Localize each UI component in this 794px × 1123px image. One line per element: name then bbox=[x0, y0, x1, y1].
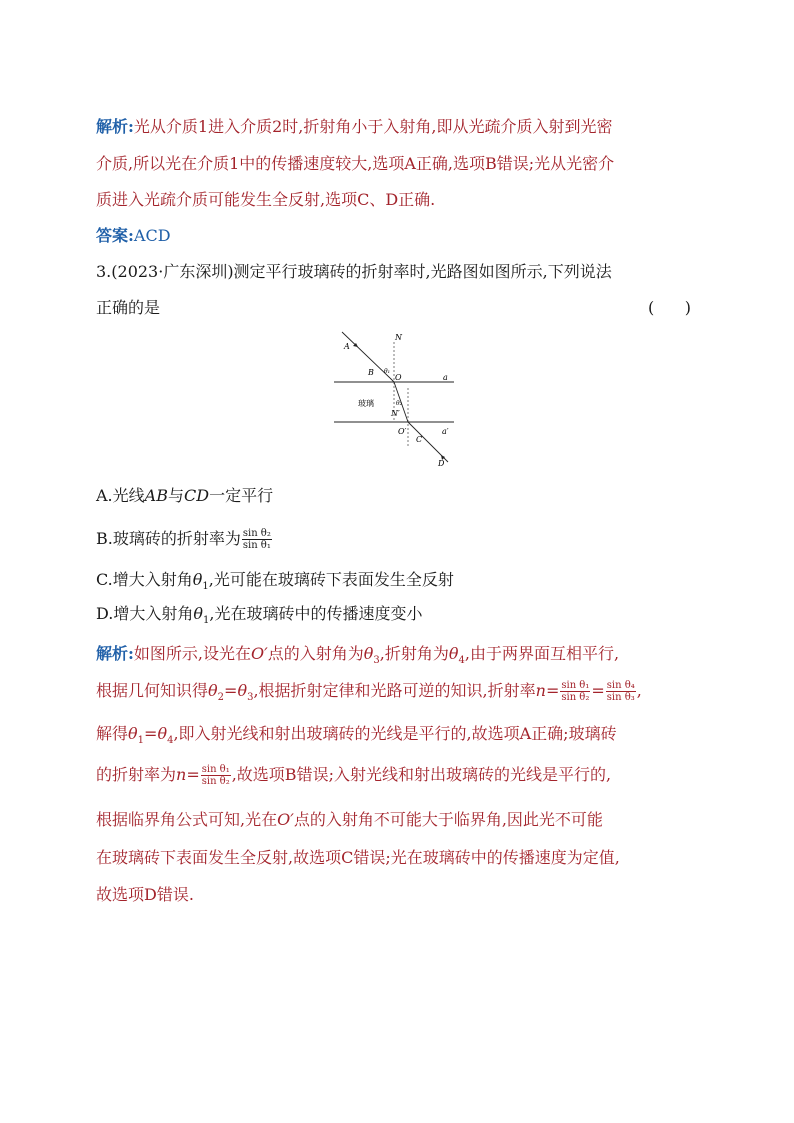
solution-line-4 bbox=[96, 764, 611, 787]
label-O: O bbox=[395, 373, 402, 382]
solution-line-3 bbox=[96, 724, 617, 751]
option-C-post: ,光可能在玻璃砖下表面发生全反射 bbox=[208, 570, 454, 589]
label-D: D bbox=[438, 459, 445, 468]
option-C-sub: 1 bbox=[202, 581, 209, 593]
incident-ray bbox=[342, 332, 390, 378]
solution-l1-t1: 如图所示,设光在 bbox=[133, 644, 252, 663]
solution-l3-e2: θ bbox=[157, 724, 168, 743]
solution-l1-t2: 点的入射角为 bbox=[267, 644, 364, 663]
solution-l2-end: , bbox=[636, 681, 642, 700]
solution-l2-f2-den: sin θ₃ bbox=[606, 692, 635, 703]
label-O-prime: O′ bbox=[398, 427, 407, 436]
solution-line-6: 在玻璃砖下表面发生全反射,故选项C错误;光在玻璃砖中的传播速度为定值, bbox=[96, 848, 620, 867]
question-line-1: 3.(2023·广东深圳)测定平行玻璃砖的折射率时,光路图如图所示,下列说法 bbox=[96, 262, 612, 281]
label-theta2: θ₂ bbox=[396, 400, 403, 407]
solution-l2-e1: θ bbox=[208, 681, 218, 700]
solution-line-7: 故选项D错误. bbox=[96, 885, 194, 904]
solution-l2-fraction-2 bbox=[606, 680, 636, 703]
solution-l2-e2s: 3 bbox=[247, 692, 254, 704]
solution-line-5 bbox=[96, 810, 603, 830]
option-A-post: 一定平行 bbox=[209, 486, 274, 505]
option-B bbox=[96, 528, 273, 551]
prev-answer bbox=[96, 226, 171, 246]
solution-l4-eq: = bbox=[186, 765, 200, 784]
solution-l2-eq3: = bbox=[591, 681, 605, 700]
solution-l3-e1s: 1 bbox=[137, 735, 145, 747]
label-a: a bbox=[443, 373, 448, 382]
solution-label: 解析: bbox=[96, 644, 134, 663]
solution-l4-t2: ,故选项B错误;入射光线和射出玻璃砖的光线是平行的, bbox=[231, 765, 612, 784]
solution-l1-s3: 4 bbox=[458, 655, 465, 667]
solution-l1-v3: θ bbox=[448, 644, 459, 663]
solution-l2-e2: θ bbox=[237, 681, 248, 700]
light-path-diagram bbox=[328, 326, 462, 470]
option-D-sub: 1 bbox=[203, 615, 210, 627]
prev-answer-value: ACD bbox=[133, 226, 171, 245]
label-a-prime: a′ bbox=[442, 427, 449, 436]
solution-l1-t3: ,折射角为 bbox=[379, 644, 449, 663]
option-A-mid: 与 bbox=[167, 486, 184, 505]
solution-l3-t2: ,即入射光线和射出玻璃砖的光线是平行的,故选项A正确;玻璃砖 bbox=[173, 724, 617, 743]
label-C: C bbox=[416, 435, 423, 444]
label-B: B bbox=[368, 368, 374, 377]
solution-l3-eq: = bbox=[144, 724, 158, 743]
prev-solution-line-1 bbox=[96, 117, 612, 137]
solution-l2-t1: 根据几何知识得 bbox=[96, 681, 209, 700]
option-A-var2: CD bbox=[183, 486, 210, 505]
solution-l2-eq: = bbox=[224, 681, 238, 700]
solution-l2-fraction-1 bbox=[560, 680, 590, 703]
solution-l1-v1: O′ bbox=[251, 644, 268, 663]
solution-l5-t1: 根据临界角公式可知,光在 bbox=[96, 810, 278, 829]
solution-line-2 bbox=[96, 680, 642, 708]
option-A bbox=[96, 486, 273, 506]
option-B-fraction bbox=[242, 528, 272, 551]
option-B-pre: B.玻璃砖的折射率为 bbox=[96, 529, 241, 548]
solution-l2-t2: ,根据折射定律和光路可逆的知识,折射率 bbox=[253, 681, 536, 700]
solution-l5-t2: 点的入射角不可能大于临界角,因此光不可能 bbox=[293, 810, 603, 829]
option-C-pre: C.增大入射角 bbox=[96, 570, 193, 589]
ray-join bbox=[390, 378, 394, 382]
answer-bracket: ( ) bbox=[648, 298, 691, 317]
option-D-pre: D.增大入射角 bbox=[96, 604, 194, 623]
solution-l2-n: n bbox=[535, 681, 546, 700]
solution-line-1 bbox=[96, 644, 619, 671]
label-N-prime: N′ bbox=[391, 409, 400, 418]
option-C-var: θ bbox=[192, 570, 203, 589]
prev-solution-text-1: 光从介质1进入介质2时,折射角小于入射角,即从光疏介质入射到光密 bbox=[133, 117, 613, 136]
option-A-var1: AB bbox=[144, 486, 168, 505]
prev-solution-line-3: 质进入光疏介质可能发生全反射,选项C、D正确. bbox=[96, 190, 436, 209]
solution-l2-f1-den: sin θ₂ bbox=[561, 692, 590, 703]
option-D-post: ,光在玻璃砖中的传播速度变小 bbox=[209, 604, 423, 623]
solution-l4-t1: 的折射率为 bbox=[96, 765, 177, 784]
label-A: A bbox=[344, 342, 350, 351]
solution-l1-s2: 3 bbox=[373, 655, 380, 667]
option-B-denominator: sin θ₁ bbox=[242, 540, 271, 551]
label-glass: 玻璃 bbox=[358, 399, 374, 408]
solution-l2-f1-num: sin θ₁ bbox=[561, 680, 590, 691]
option-D-var: θ bbox=[193, 604, 203, 623]
solution-l4-n: n bbox=[176, 765, 187, 784]
solution-l4-f-num: sin θ₁ bbox=[201, 764, 230, 775]
solution-l5-v: O′ bbox=[277, 810, 294, 829]
label-theta1: θ₁ bbox=[384, 368, 391, 375]
solution-l4-fraction bbox=[201, 764, 231, 787]
solution-l2-f2-num: sin θ₄ bbox=[606, 680, 635, 691]
solution-l3-e1: θ bbox=[128, 724, 138, 743]
solution-l1-v2: θ bbox=[363, 644, 374, 663]
prev-answer-label: 答案: bbox=[96, 226, 134, 245]
solution-l4-f-den: sin θ₂ bbox=[201, 776, 230, 787]
solution-l3-e2s: 4 bbox=[167, 735, 174, 747]
label-N: N bbox=[395, 333, 402, 342]
solution-l2-eq2: = bbox=[545, 681, 560, 700]
solution-l1-t4: ,由于两界面互相平行, bbox=[464, 644, 620, 663]
option-C bbox=[96, 570, 454, 597]
question-line-2: 正确的是 bbox=[96, 298, 161, 317]
prev-solution-label: 解析: bbox=[96, 117, 134, 136]
prev-solution-line-2: 介质,所以光在介质1中的传播速度较大,选项A正确,选项B错误;光从光密介 bbox=[96, 154, 615, 173]
option-D bbox=[96, 604, 422, 631]
solution-l2-e1s: 2 bbox=[217, 692, 225, 704]
option-A-pre: A.光线 bbox=[96, 486, 145, 505]
solution-l3-t1: 解得 bbox=[96, 724, 129, 743]
option-B-numerator: sin θ₂ bbox=[242, 528, 271, 539]
